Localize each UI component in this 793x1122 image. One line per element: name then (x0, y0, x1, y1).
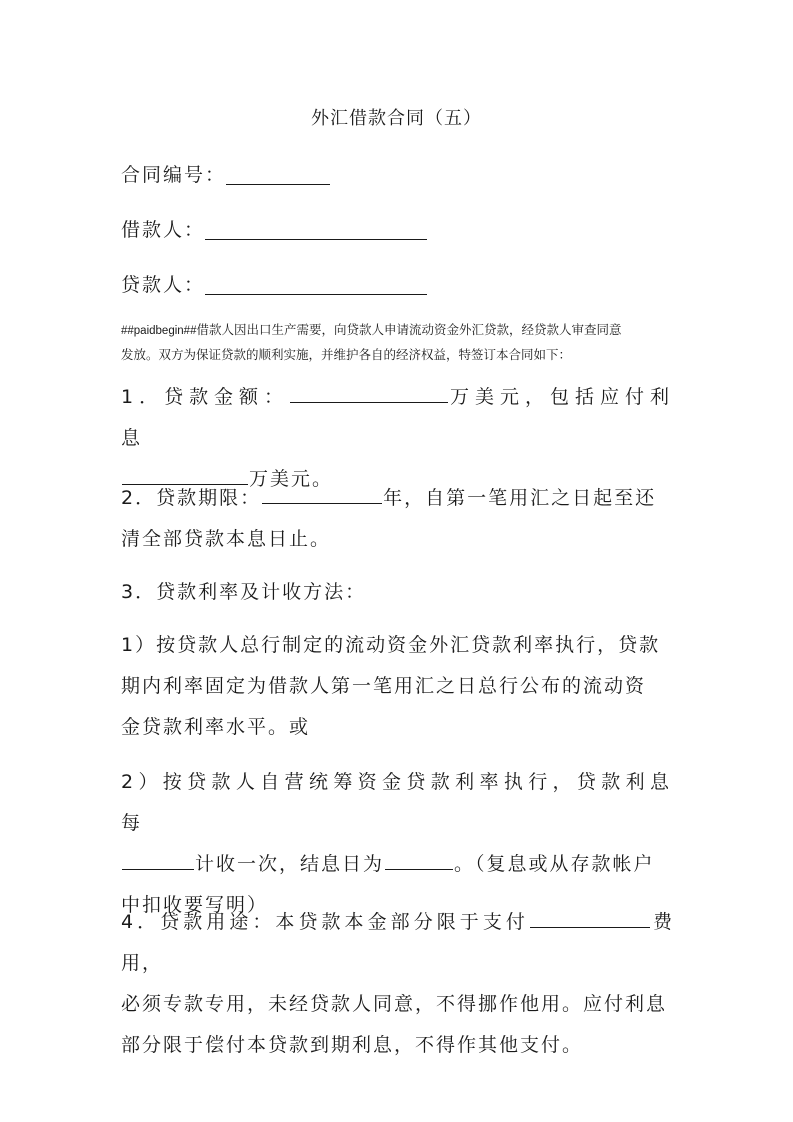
loan-term-blank (262, 479, 382, 504)
clause-1-text: 万美元，包括应付利息 (121, 386, 674, 449)
clause-2-label: 2．贷款期限： (121, 487, 262, 509)
contract-number-label: 合同编号： (121, 164, 227, 186)
clause-3-1-line-1: 1）按贷款人总行制定的流动资金外汇贷款利率执行，贷款 (121, 634, 661, 656)
loan-amount-blank (290, 378, 448, 403)
clause-3-1-line-3: 金贷款利率水平。或 (121, 716, 311, 738)
contract-number-blank (226, 164, 330, 185)
lender-label: 贷款人： (121, 274, 206, 296)
clause-3-2-line-3: 中扣收要写明） (121, 894, 269, 916)
clause-4-text: 费用， (121, 911, 674, 974)
clause-2-end: 清全部贷款本息日止。 (121, 528, 332, 550)
clause-3: 3．贷款利率及计收方法： (121, 581, 367, 603)
clause-3-option-1 (121, 625, 674, 748)
lender-blank (205, 274, 427, 295)
intro-line-2: 发放。双方为保证贷款的顺利实施，并维护各自的经济权益，特签订本合同如下： (121, 347, 572, 362)
clause-1-label: 1．贷款金额： (121, 386, 290, 408)
intro-paragraph (121, 318, 681, 367)
borrower-label: 借款人： (121, 219, 206, 241)
purpose-blank (530, 903, 650, 928)
document-title: 外汇借款合同（五） (311, 108, 482, 129)
intro-line-1: 借款人因出口生产需要，向贷款人申请流动资金外汇贷款，经贷款人审查同意 (196, 322, 622, 337)
clause-3-2-text-b: 。（复息或从存款帐户 (454, 853, 655, 875)
clause-2-text: 年，自第一笔用汇之日起至还 (383, 487, 657, 509)
clause-3-1-line-2: 期内利率固定为借款人第一笔用汇之日总行公布的流动资 (121, 675, 647, 697)
clause-1-end: 万美元。 (249, 468, 334, 490)
borrower-field (121, 215, 427, 242)
clause-3-2-text-a: 计收一次，结息日为 (195, 853, 385, 875)
intro-tag: ##paidbegin## (121, 325, 197, 337)
contract-number-field (121, 160, 330, 187)
interest-period-blank (122, 845, 194, 870)
clause-4 (121, 902, 674, 1066)
clause-4-line-3: 部分限于偿付本贷款到期利息，不得作其他支付。 (121, 1034, 584, 1056)
settlement-day-blank (385, 845, 453, 870)
lender-field (121, 270, 427, 297)
clause-4-label: 4．贷款用途：本贷款本金部分限于支付 (121, 911, 529, 933)
clause-3-2-line-1: 2）按贷款人自营统筹资金贷款利率执行，贷款利息每 (121, 771, 674, 834)
clause-4-line-2: 必须专款专用，未经贷款人同意，不得挪作他用。应付利息 (121, 993, 668, 1015)
borrower-blank (205, 219, 427, 240)
clause-2 (121, 478, 674, 560)
